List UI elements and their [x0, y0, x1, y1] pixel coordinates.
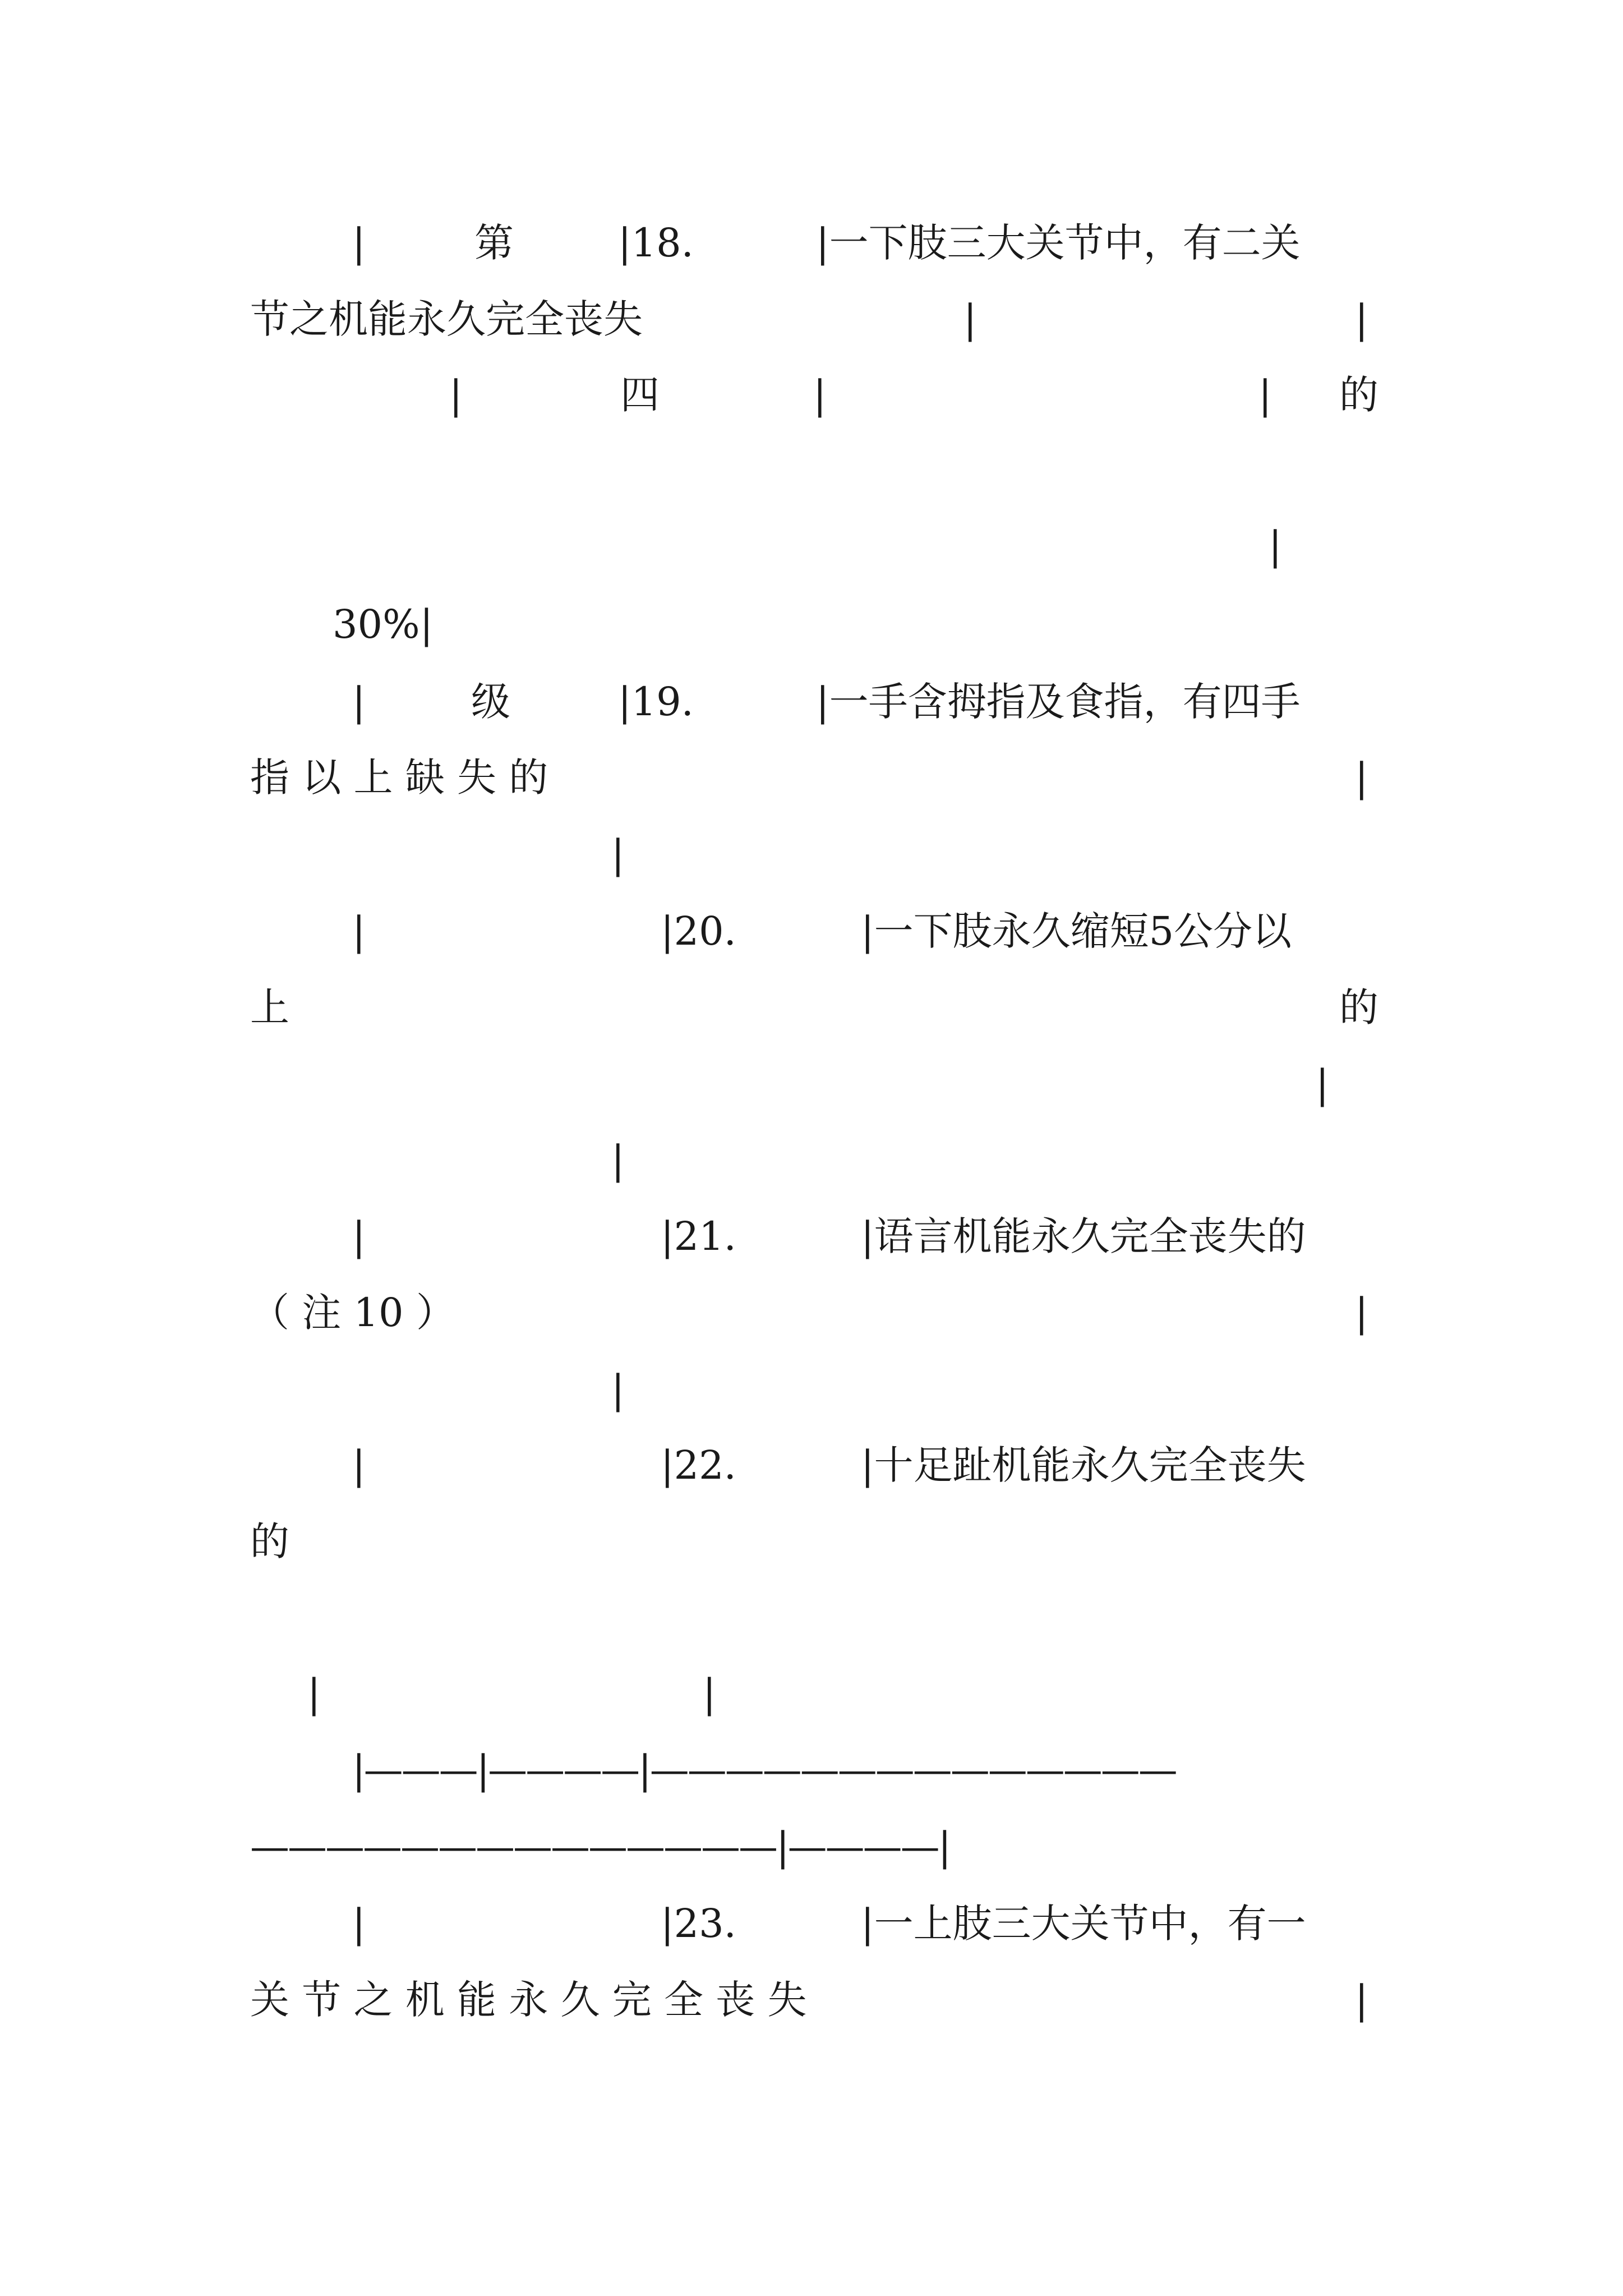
- item-description: 上: [250, 984, 289, 1030]
- table-border: |: [813, 372, 827, 418]
- table-border: |: [307, 1671, 321, 1717]
- table-border: |: [611, 1366, 625, 1412]
- item-description: 指 以 上 缺 失 的: [250, 754, 548, 800]
- grade-label-char: 第: [474, 220, 514, 266]
- item-description: 关 节 之 机 能 永 久 完 全 丧 失: [250, 1977, 807, 2023]
- grade-label-char: 四: [620, 372, 660, 418]
- item-number: |21.: [661, 1213, 736, 1259]
- table-border: |: [352, 908, 366, 954]
- item-description: |语言机能永久完全丧失的: [861, 1213, 1306, 1259]
- item-description: 节之机能永久完全丧失: [250, 296, 643, 342]
- table-border: |: [611, 1137, 625, 1183]
- table-border: |: [1355, 296, 1368, 342]
- item-number: |23.: [661, 1901, 736, 1947]
- item-description: 的: [250, 1519, 289, 1565]
- table-border: |: [1269, 523, 1282, 569]
- grade-label-char: 级: [471, 679, 510, 725]
- table-border: |: [1355, 1290, 1368, 1336]
- table-border: |: [352, 220, 366, 266]
- table-border: |: [352, 1442, 366, 1488]
- table-border: |: [449, 372, 463, 418]
- item-description: |一下肢三大关节中，有二关: [816, 220, 1301, 266]
- table-border: |: [1355, 754, 1368, 800]
- table-rule: |———|————|——————————————: [352, 1747, 1176, 1793]
- table-border: |: [352, 679, 366, 725]
- table-border: |: [1316, 1061, 1329, 1107]
- table-border: |: [963, 296, 977, 342]
- item-number: |18.: [618, 220, 694, 266]
- item-description: |一上肢三大关节中，有一: [861, 1901, 1306, 1947]
- item-description: 的: [1339, 984, 1378, 1030]
- table-border: |: [352, 1901, 366, 1947]
- item-description: |一下肢永久缩短5公分以: [861, 908, 1292, 954]
- item-number: |20.: [661, 908, 736, 954]
- item-number: |19.: [618, 679, 694, 725]
- table-border: |: [1355, 1977, 1368, 2023]
- item-description: |十足趾机能永久完全丧失: [861, 1442, 1306, 1488]
- payout-percentage: 30%|: [333, 601, 434, 647]
- item-number: |22.: [661, 1442, 736, 1488]
- item-description: |一手含拇指及食指，有四手: [816, 679, 1301, 725]
- table-border: |: [703, 1671, 716, 1717]
- note-reference: （ 注 10 ）: [250, 1290, 455, 1336]
- table-border: |: [611, 831, 625, 877]
- table-border: |: [1258, 372, 1272, 418]
- table-rule: ——————————————|————|: [250, 1824, 950, 1870]
- item-description: 的: [1339, 372, 1378, 418]
- table-border: |: [352, 1213, 366, 1259]
